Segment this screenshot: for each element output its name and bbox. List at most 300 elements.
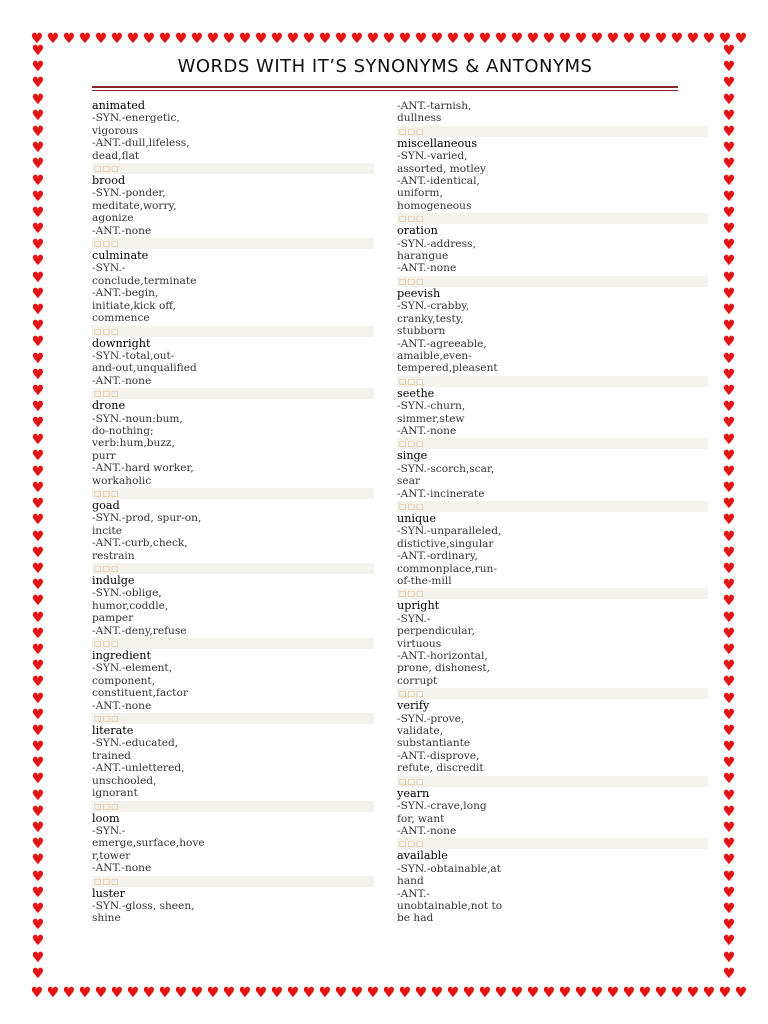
heart-icon: ♥ — [318, 985, 332, 1001]
entry-line: -ANT.-none — [92, 862, 152, 875]
heart-icon: ♥ — [31, 447, 45, 464]
heart-icon: ♥ — [31, 188, 45, 205]
entry-line: -ANT.-deny,refuse — [92, 624, 187, 637]
heart-icon: ♥ — [31, 334, 45, 351]
heart-icon: ♥ — [722, 674, 736, 691]
separator-glyph: □□□ — [399, 839, 425, 849]
entry-line: incite — [92, 524, 123, 537]
heart-icon: ♥ — [31, 836, 45, 853]
entry-line: -ANT.-none — [92, 699, 152, 712]
heart-icon: ♥ — [542, 31, 556, 47]
entry-line: for, want — [397, 812, 445, 825]
entry-line: amaible,even- — [397, 349, 472, 362]
heart-icon: ♥ — [510, 31, 524, 47]
heart-icon: ♥ — [494, 31, 508, 47]
entry-line: -SYN.-gloss, sheen, — [92, 899, 195, 912]
word-entry — [92, 888, 374, 925]
right-column — [397, 100, 708, 925]
heart-icon: ♥ — [722, 123, 736, 140]
entry-line: humor,coddle, — [92, 599, 169, 612]
separator-glyph: □□□ — [399, 214, 425, 224]
heart-icon: ♥ — [31, 302, 45, 318]
heart-icon: ♥ — [718, 985, 732, 1001]
entry-line: be had — [397, 912, 434, 925]
heart-icon: ♥ — [734, 31, 748, 47]
entry-line: distictive,singular — [397, 537, 494, 550]
separator-glyph: □□□ — [399, 276, 425, 286]
heart-icon: ♥ — [94, 31, 108, 47]
entry-line: purr — [92, 449, 116, 462]
heart-icon: ♥ — [46, 31, 60, 47]
heart-icon: ♥ — [638, 31, 652, 47]
entry-word: drone — [92, 399, 126, 413]
heart-icon: ♥ — [94, 985, 108, 1001]
entry-separator — [397, 376, 708, 387]
heart-icon: ♥ — [574, 985, 588, 1001]
entry-line: perpendicular, — [397, 625, 475, 638]
heart-icon: ♥ — [558, 31, 572, 47]
entry-line: -SYN.-crave,long — [397, 800, 487, 813]
heart-icon: ♥ — [31, 253, 45, 270]
heart-icon: ♥ — [722, 269, 736, 286]
heart-icon: ♥ — [318, 31, 332, 47]
heart-icon: ♥ — [31, 59, 45, 76]
heart-icon: ♥ — [670, 31, 684, 47]
entry-line: shine — [92, 912, 121, 925]
entry-word: indulge — [92, 574, 135, 587]
entry-line: stubborn — [397, 325, 446, 338]
entry-line: substantiante — [397, 737, 471, 750]
heart-icon: ♥ — [206, 31, 220, 47]
entry-line: -SYN.-address, — [397, 237, 476, 250]
heart-icon: ♥ — [31, 43, 45, 59]
entry-line: -ANT.-none — [92, 374, 152, 387]
entry-line: tempered,pleasent — [397, 362, 498, 375]
entry-line: workaholic — [92, 474, 152, 487]
heart-icon: ♥ — [722, 285, 736, 302]
entry-word: seethe — [397, 386, 435, 400]
heart-icon: ♥ — [722, 480, 736, 497]
heart-icon: ♥ — [722, 900, 736, 917]
heart-icon: ♥ — [722, 302, 736, 318]
heart-icon: ♥ — [222, 985, 236, 1001]
heart-icon: ♥ — [558, 985, 572, 1001]
entry-word: yearn — [397, 786, 430, 800]
heart-icon: ♥ — [158, 985, 172, 1001]
heart-icon: ♥ — [31, 965, 45, 982]
heart-icon: ♥ — [638, 985, 652, 1001]
heart-icon: ♥ — [31, 415, 45, 432]
heart-icon: ♥ — [31, 755, 45, 772]
entry-separator — [92, 638, 374, 649]
heart-icon: ♥ — [446, 31, 460, 47]
heart-icon: ♥ — [31, 771, 45, 788]
heart-icon: ♥ — [722, 836, 736, 853]
heart-border-right — [722, 44, 738, 980]
heart-icon: ♥ — [382, 985, 396, 1001]
heart-icon: ♥ — [31, 722, 45, 739]
heart-icon: ♥ — [722, 382, 736, 399]
entry-line: cranky,testy, — [397, 312, 464, 325]
separator-glyph: □□□ — [94, 488, 120, 498]
separator-glyph: □□□ — [94, 326, 120, 336]
heart-icon: ♥ — [366, 985, 380, 1001]
separator-glyph: □□□ — [94, 564, 120, 573]
heart-icon: ♥ — [606, 31, 620, 47]
word-entry — [92, 575, 374, 637]
word-entry — [92, 813, 374, 875]
heart-icon: ♥ — [31, 91, 45, 108]
entry-word: luster — [92, 886, 125, 900]
heart-icon: ♥ — [110, 985, 124, 1001]
heart-icon: ♥ — [722, 787, 736, 804]
heart-icon: ♥ — [31, 625, 45, 642]
entry-line: -SYN.-noun:bum, — [92, 412, 183, 425]
entry-line: initiate,kick off, — [92, 299, 176, 312]
separator-glyph: □□□ — [94, 876, 120, 886]
heart-icon: ♥ — [30, 31, 44, 47]
word-entry — [397, 288, 708, 375]
separator-glyph: □□□ — [94, 714, 120, 724]
heart-icon: ♥ — [31, 900, 45, 917]
heart-icon: ♥ — [722, 221, 736, 238]
heart-icon: ♥ — [722, 917, 736, 934]
heart-icon: ♥ — [722, 496, 736, 513]
entry-separator — [397, 276, 708, 287]
heart-icon: ♥ — [686, 31, 700, 47]
heart-icon: ♥ — [722, 463, 736, 480]
entry-separator — [92, 388, 374, 399]
heart-icon: ♥ — [31, 577, 45, 594]
heart-icon: ♥ — [722, 561, 736, 577]
separator-glyph: □□□ — [94, 164, 120, 174]
heart-icon: ♥ — [31, 123, 45, 140]
entry-line: prone, dishonest, — [397, 662, 491, 675]
heart-icon: ♥ — [722, 868, 736, 885]
heart-icon: ♥ — [722, 204, 736, 221]
entry-line: validate, — [397, 725, 444, 738]
entry-line: unobtainable,not to — [397, 899, 503, 912]
entry-line: -ANT.-none — [92, 224, 152, 237]
entry-line: -ANT.-hard worker, — [92, 462, 194, 475]
heart-icon: ♥ — [622, 31, 636, 47]
heart-icon: ♥ — [222, 31, 236, 47]
heart-icon: ♥ — [494, 985, 508, 1001]
word-entry — [92, 250, 374, 324]
entry-separator — [397, 776, 708, 787]
entry-line: dullness — [397, 112, 442, 125]
entry-line: hand — [397, 875, 424, 888]
word-entry — [92, 338, 374, 388]
separator-glyph: □□□ — [94, 639, 120, 649]
entry-line: emerge,surface,hove — [92, 837, 205, 850]
heart-icon: ♥ — [31, 350, 45, 367]
heart-icon: ♥ — [670, 985, 684, 1001]
heart-icon: ♥ — [734, 985, 748, 1001]
heart-icon: ♥ — [334, 31, 348, 47]
heart-icon: ♥ — [702, 31, 716, 47]
entry-word: unique — [397, 511, 436, 525]
entry-line: simmer,stew — [397, 412, 465, 425]
heart-icon: ♥ — [606, 985, 620, 1001]
word-entry — [92, 400, 374, 487]
entry-line: conclude,terminate — [92, 274, 197, 287]
word-entry — [397, 600, 708, 687]
entry-line: restrain — [92, 549, 135, 562]
heart-icon: ♥ — [174, 985, 188, 1001]
entry-line: virtuous — [397, 637, 442, 650]
heart-icon: ♥ — [722, 771, 736, 788]
heart-icon: ♥ — [31, 803, 45, 820]
heart-icon: ♥ — [31, 917, 45, 934]
heart-icon: ♥ — [722, 91, 736, 108]
heart-icon: ♥ — [31, 658, 45, 675]
heart-icon: ♥ — [462, 31, 476, 47]
entry-line: constituent,factor — [92, 687, 188, 700]
heart-icon: ♥ — [31, 690, 45, 707]
heart-icon: ♥ — [31, 382, 45, 399]
word-entry — [397, 100, 708, 125]
left-column — [92, 100, 374, 925]
entry-line: -SYN.-total,out- — [92, 349, 175, 362]
entry-line: -ANT.-curb,check, — [92, 537, 188, 550]
heart-icon: ♥ — [722, 447, 736, 464]
heart-icon: ♥ — [722, 722, 736, 739]
heart-icon: ♥ — [722, 593, 736, 610]
heart-icon: ♥ — [31, 868, 45, 885]
heart-icon: ♥ — [31, 269, 45, 286]
entry-line: corrupt — [397, 674, 438, 687]
entry-line: -ANT.-none — [397, 824, 457, 837]
heart-icon: ♥ — [722, 949, 736, 966]
heart-icon: ♥ — [31, 884, 45, 901]
heart-icon: ♥ — [190, 985, 204, 1001]
heart-icon: ♥ — [350, 985, 364, 1001]
heart-icon: ♥ — [238, 31, 252, 47]
heart-icon: ♥ — [30, 985, 44, 1001]
heart-icon: ♥ — [722, 544, 736, 561]
heart-icon: ♥ — [722, 965, 736, 982]
heart-icon: ♥ — [350, 31, 364, 47]
heart-icon: ♥ — [31, 641, 45, 658]
heart-icon: ♥ — [722, 512, 736, 529]
entry-separator — [92, 326, 374, 337]
heart-icon: ♥ — [31, 949, 45, 966]
entry-line: homogeneous — [397, 199, 472, 212]
entry-line: -SYN.-crabby, — [397, 300, 470, 313]
entry-line: -SYN.-scorch,scar, — [397, 462, 495, 475]
heart-icon: ♥ — [158, 31, 172, 47]
entry-line: sear — [397, 475, 421, 488]
heart-border-top — [30, 28, 748, 47]
heart-icon: ♥ — [510, 985, 524, 1001]
heart-icon: ♥ — [206, 985, 220, 1001]
separator-glyph: □□□ — [399, 589, 425, 599]
heart-icon: ♥ — [722, 350, 736, 367]
entry-line: -ANT.-horizontal, — [397, 650, 488, 663]
heart-icon: ♥ — [590, 985, 604, 1001]
heart-icon: ♥ — [654, 985, 668, 1001]
heart-icon: ♥ — [126, 31, 140, 47]
heart-icon: ♥ — [398, 31, 412, 47]
separator-glyph: □□□ — [399, 501, 425, 511]
heart-icon: ♥ — [31, 787, 45, 804]
heart-icon: ♥ — [722, 739, 736, 756]
heart-icon: ♥ — [254, 985, 268, 1001]
heart-icon: ♥ — [478, 985, 492, 1001]
heart-icon: ♥ — [430, 985, 444, 1001]
page-title: WORDS WITH IT’S SYNONYMS & ANTONYMS — [177, 56, 593, 77]
entry-line: refute, discredit — [397, 762, 484, 775]
heart-icon: ♥ — [722, 641, 736, 658]
heart-icon: ♥ — [302, 985, 316, 1001]
heart-icon: ♥ — [62, 31, 76, 47]
heart-border-left — [31, 44, 47, 980]
separator-glyph: □□□ — [399, 776, 425, 786]
entry-line: -ANT.-disprove, — [397, 749, 480, 762]
separator-glyph: □□□ — [399, 126, 425, 136]
entry-word: upright — [397, 599, 440, 613]
heart-icon: ♥ — [722, 852, 736, 869]
heart-icon: ♥ — [722, 75, 736, 92]
title-divider — [92, 86, 678, 91]
entry-line: -SYN.-educated, — [92, 737, 179, 750]
heart-icon: ♥ — [31, 609, 45, 626]
entry-line: -ANT.-incinerate — [397, 487, 485, 500]
separator-glyph: □□□ — [399, 439, 425, 449]
entry-line: component, — [92, 674, 156, 687]
entry-line: -SYN.-varied, — [397, 150, 468, 163]
heart-icon: ♥ — [722, 156, 736, 173]
heart-icon: ♥ — [174, 31, 188, 47]
entry-line: of-the-mill — [397, 575, 452, 587]
separator-glyph: □□□ — [399, 689, 425, 699]
word-entry — [397, 138, 708, 212]
heart-icon: ♥ — [722, 658, 736, 675]
word-entry — [92, 500, 374, 562]
heart-icon: ♥ — [31, 399, 45, 416]
heart-icon: ♥ — [722, 820, 736, 836]
entry-line: -ANT.-none — [397, 262, 457, 275]
entry-line: -SYN.- — [397, 612, 431, 625]
entry-word: verify — [397, 699, 430, 713]
entry-line: meditate,worry, — [92, 199, 177, 212]
heart-icon: ♥ — [31, 172, 45, 189]
entry-separator — [92, 876, 374, 887]
entry-word: available — [397, 849, 448, 863]
entry-word: downright — [92, 336, 151, 350]
heart-icon: ♥ — [78, 31, 92, 47]
entry-line: -ANT.-ordinary, — [397, 550, 478, 563]
heart-icon: ♥ — [126, 985, 140, 1001]
heart-icon: ♥ — [462, 985, 476, 1001]
heart-border-bottom — [30, 982, 748, 1001]
entry-line: -SYN.-prod, spur-on, — [92, 512, 202, 525]
entry-word: animated — [92, 99, 146, 112]
heart-icon: ♥ — [722, 803, 736, 820]
heart-icon: ♥ — [574, 31, 588, 47]
word-entry — [92, 650, 374, 712]
entry-line: unschooled, — [92, 774, 157, 787]
heart-icon: ♥ — [31, 285, 45, 302]
word-entry — [397, 850, 708, 924]
heart-icon: ♥ — [238, 985, 252, 1001]
entry-line: -SYN.-ponder, — [92, 187, 166, 200]
heart-icon: ♥ — [31, 528, 45, 545]
entry-line: -SYN.- — [92, 824, 126, 837]
entry-line: verb:hum,buzz, — [92, 437, 175, 450]
heart-icon: ♥ — [722, 253, 736, 270]
entry-line: r,tower — [92, 849, 131, 862]
heart-icon: ♥ — [722, 933, 736, 950]
heart-icon: ♥ — [270, 985, 284, 1001]
entry-line: -SYN.-oblige, — [92, 587, 162, 600]
heart-icon: ♥ — [31, 496, 45, 513]
word-entry — [397, 450, 708, 500]
heart-icon: ♥ — [31, 75, 45, 92]
entry-line: -SYN.-energetic, — [92, 112, 180, 125]
heart-icon: ♥ — [31, 561, 45, 577]
entry-word: oration — [397, 224, 438, 238]
entry-line: uniform, — [397, 187, 443, 200]
entry-separator — [397, 588, 708, 599]
entry-separator — [92, 238, 374, 249]
entry-line: and-out,unqualified — [92, 362, 197, 375]
heart-icon: ♥ — [286, 31, 300, 47]
heart-icon: ♥ — [526, 985, 540, 1001]
entry-line: -SYN.-churn, — [397, 400, 466, 413]
entry-line: -SYN.- — [92, 262, 126, 275]
heart-icon: ♥ — [31, 674, 45, 691]
entry-word: brood — [92, 174, 126, 188]
heart-icon: ♥ — [286, 985, 300, 1001]
entry-separator — [397, 438, 708, 449]
heart-icon: ♥ — [302, 31, 316, 47]
word-entry — [397, 788, 708, 838]
separator-glyph: □□□ — [399, 376, 425, 386]
heart-icon: ♥ — [414, 31, 428, 47]
heart-icon: ♥ — [31, 237, 45, 254]
heart-icon: ♥ — [31, 480, 45, 497]
heart-icon: ♥ — [722, 172, 736, 189]
word-entry — [397, 700, 708, 774]
entry-line: -ANT.-identical, — [397, 175, 480, 188]
heart-icon: ♥ — [31, 739, 45, 756]
entry-line: -ANT.-agreeable, — [397, 337, 487, 350]
heart-icon: ♥ — [31, 463, 45, 480]
heart-icon: ♥ — [722, 415, 736, 432]
heart-icon: ♥ — [382, 31, 396, 47]
heart-icon: ♥ — [722, 334, 736, 351]
heart-icon: ♥ — [31, 593, 45, 610]
entry-separator — [397, 688, 708, 699]
heart-icon: ♥ — [31, 156, 45, 173]
entry-line: trained — [92, 749, 131, 762]
heart-icon: ♥ — [142, 985, 156, 1001]
entry-line: dead,flat — [92, 149, 140, 162]
entry-word: peevish — [397, 286, 441, 300]
entry-line: ignorant — [92, 787, 138, 800]
word-entry — [397, 225, 708, 275]
heart-icon: ♥ — [722, 609, 736, 626]
heart-icon: ♥ — [722, 140, 736, 157]
entry-line: -ANT.-none — [397, 424, 457, 437]
heart-icon: ♥ — [542, 985, 556, 1001]
heart-icon: ♥ — [190, 31, 204, 47]
entry-separator — [397, 501, 708, 512]
heart-icon: ♥ — [334, 985, 348, 1001]
entry-line: -SYN.-element, — [92, 662, 173, 675]
